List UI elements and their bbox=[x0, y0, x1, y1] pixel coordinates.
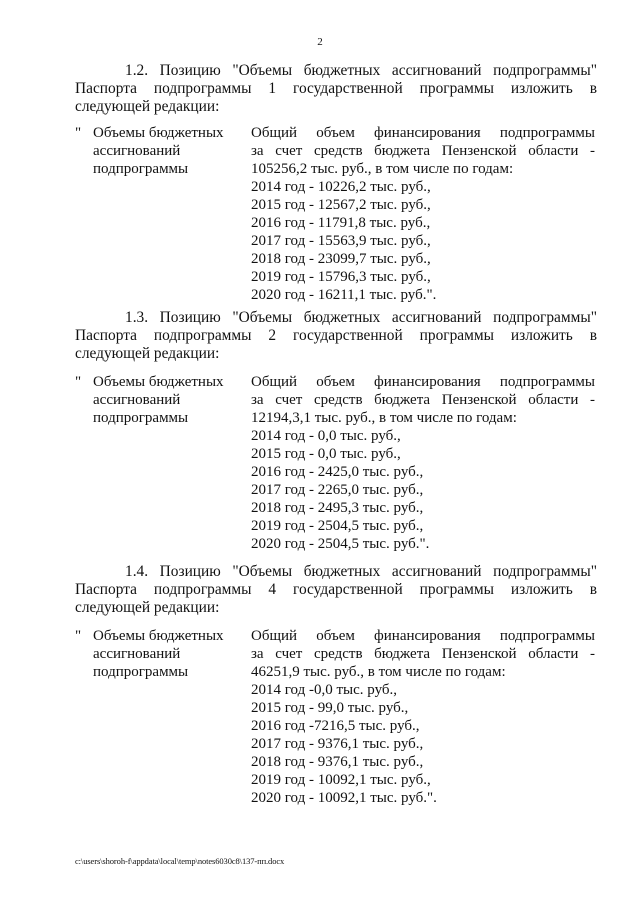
value-line: 2019 год - 15796,3 тыс. руб., bbox=[251, 269, 431, 285]
value-line: 2014 год - 0,0 тыс. руб., bbox=[251, 428, 401, 444]
value-intro-line: Общий объем финансирования подпрограммы bbox=[251, 125, 595, 141]
value-line: 2017 год - 9376,1 тыс. руб., bbox=[251, 736, 424, 752]
label-line: ассигнований bbox=[93, 392, 181, 408]
open-quote: " bbox=[75, 374, 82, 390]
value-line: 2015 год - 0,0 тыс. руб., bbox=[251, 446, 401, 462]
value-line: 2017 год - 15563,9 тыс. руб., bbox=[251, 233, 431, 249]
value-line: 2016 год - 2425,0 тыс. руб., bbox=[251, 464, 424, 480]
value-line: 2018 год - 23099,7 тыс. руб., bbox=[251, 251, 431, 267]
value-column bbox=[251, 373, 595, 553]
open-quote: " bbox=[75, 125, 82, 141]
value-line: 2019 год - 2504,5 тыс. руб., bbox=[251, 518, 424, 534]
label-line: Объемы бюджетных bbox=[93, 374, 224, 390]
paragraph-rest: Паспорта подпрограммы 2 государственной программы изложить в следующей редакции: bbox=[75, 327, 597, 362]
label-line: Объемы бюджетных bbox=[93, 628, 224, 644]
paragraph-first-line: 1.2. Позицию "Объемы бюджетных ассигнований подпрограммы" bbox=[125, 62, 597, 79]
value-line: 2018 год - 2495,3 тыс. руб., bbox=[251, 500, 424, 516]
paragraph-first-line: 1.3. Позицию "Объемы бюджетных ассигнований подпрограммы" bbox=[125, 309, 597, 326]
value-line: 105256,2 тыс. руб., в том числе по годам: bbox=[251, 161, 514, 177]
value-column bbox=[251, 627, 595, 807]
paragraph-first-line: 1.4. Позицию "Объемы бюджетных ассигнований подпрограммы" bbox=[125, 563, 597, 580]
label-line: ассигнований bbox=[93, 143, 181, 159]
value-line: 2019 год - 10092,1 тыс. руб., bbox=[251, 772, 431, 788]
value-line: 2018 год - 9376,1 тыс. руб., bbox=[251, 754, 424, 770]
value-intro-line: Общий объем финансирования подпрограммы bbox=[251, 628, 595, 644]
page-number: 2 bbox=[317, 36, 323, 48]
footer-file-path: c:\users\shoroh-f\appdata\local\temp\notes6030c8\137-пп.docx bbox=[75, 856, 285, 866]
value-intro-line: за счет средств бюджета Пензенской области - bbox=[251, 392, 595, 408]
value-line: 46251,9 тыс. руб., в том числе по годам: bbox=[251, 664, 506, 680]
label-line: Объемы бюджетных bbox=[93, 125, 224, 141]
section-1-3-paragraph bbox=[75, 309, 597, 363]
value-line: 2020 год - 10092,1 тыс. руб.". bbox=[251, 790, 437, 806]
section-1-4-table bbox=[75, 627, 597, 807]
section-1-4-paragraph bbox=[75, 563, 597, 617]
label-line: подпрограммы bbox=[93, 410, 189, 426]
value-line: 2014 год - 10226,2 тыс. руб., bbox=[251, 179, 431, 195]
paragraph-rest: Паспорта подпрограммы 1 государственной программы изложить в следующей редакции: bbox=[75, 80, 597, 115]
value-intro-line: за счет средств бюджета Пензенской области - bbox=[251, 646, 595, 662]
label-column bbox=[93, 627, 243, 681]
open-quote: " bbox=[75, 628, 82, 644]
value-line: 2017 год - 2265,0 тыс. руб., bbox=[251, 482, 424, 498]
value-line: 2015 год - 99,0 тыс. руб., bbox=[251, 700, 409, 716]
label-line: подпрограммы bbox=[93, 664, 189, 680]
value-line: 2020 год - 2504,5 тыс. руб.". bbox=[251, 536, 430, 552]
value-column bbox=[251, 124, 595, 304]
value-line: 12194,3,1 тыс. руб., в том числе по годам: bbox=[251, 410, 517, 426]
value-intro-line: Общий объем финансирования подпрограммы bbox=[251, 374, 595, 390]
value-line: 2015 год - 12567,2 тыс. руб., bbox=[251, 197, 431, 213]
paragraph-rest: Паспорта подпрограммы 4 государственной программы изложить в следующей редакции: bbox=[75, 581, 597, 616]
value-line: 2016 год -7216,5 тыс. руб., bbox=[251, 718, 420, 734]
label-line: ассигнований bbox=[93, 646, 181, 662]
label-line: подпрограммы bbox=[93, 161, 189, 177]
value-line: 2014 год -0,0 тыс. руб., bbox=[251, 682, 398, 698]
value-line: 2016 год - 11791,8 тыс. руб., bbox=[251, 215, 431, 231]
value-intro-line: за счет средств бюджета Пензенской области - bbox=[251, 143, 595, 159]
section-1-3-table bbox=[75, 373, 597, 553]
value-line: 2020 год - 16211,1 тыс. руб.". bbox=[251, 287, 437, 303]
section-1-2-paragraph bbox=[75, 62, 597, 116]
label-column bbox=[93, 373, 243, 427]
section-1-2-table bbox=[75, 124, 597, 304]
label-column bbox=[93, 124, 243, 178]
